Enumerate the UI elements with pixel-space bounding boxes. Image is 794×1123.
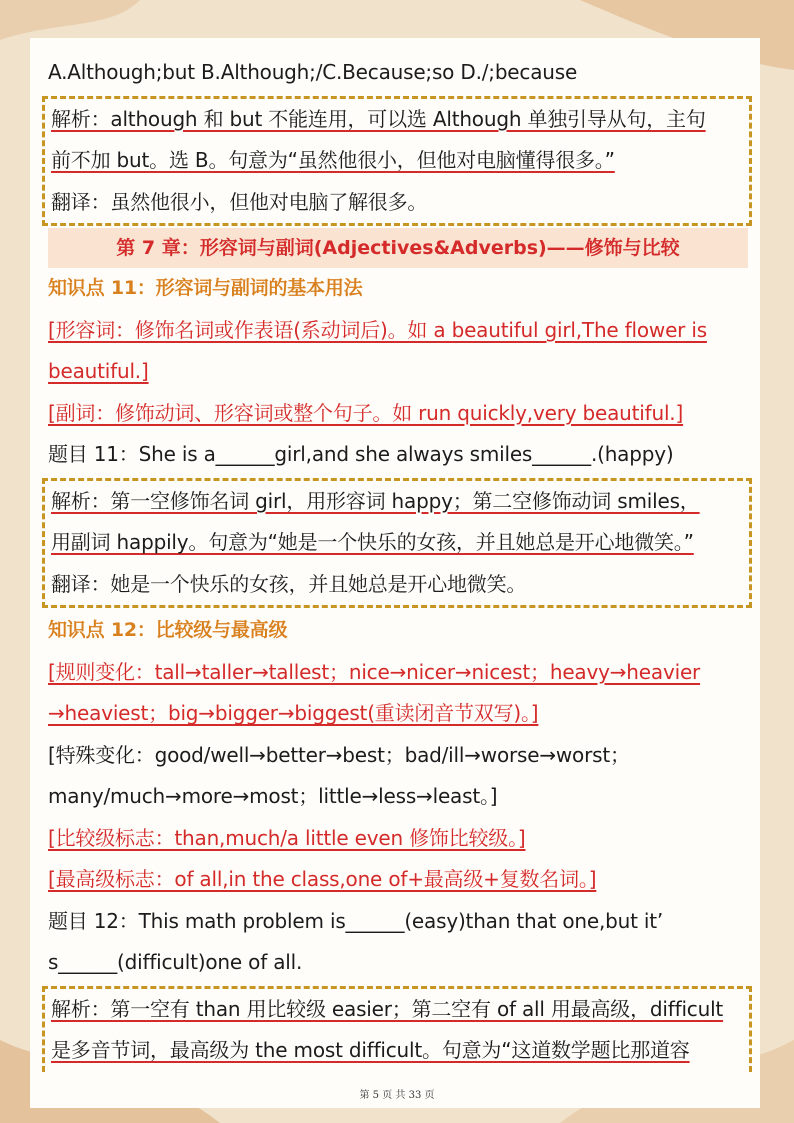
question-11: 题目 11：She is a______girl,and she always smiles______.(happy) (48, 442, 674, 466)
rule-line: →heaviest；big→bigger→biggest(重读闭音节双写)。] (48, 701, 539, 725)
page-footer: 第 5 页 共 33 页 (359, 1090, 435, 1101)
translation-line: 翻译：虽然他很小，但他对电脑了解很多。 (51, 189, 428, 214)
rule-line: many/much→more→most；little→less→least。] (48, 784, 498, 808)
analysis-line: 是多音节词，最高级为 the most difficult。句意为“这道数学题比那道容 (51, 1038, 690, 1062)
options-line: A.Although;but B.Although;/C.Because;so D./;because (48, 60, 578, 84)
rule-line: beautiful.] (48, 359, 149, 383)
knowledge-point-11: 知识点 11：形容词与副词的基本用法 (48, 277, 363, 299)
chapter-title: 第 7 章：形容词与副词(Adjectives&Adverbs)——修饰与比较 (48, 228, 748, 268)
rule-line: [特殊变化：good/well→better→best；bad/ill→worse→worst； (48, 742, 630, 767)
page-content (48, 52, 748, 1074)
analysis-line: 解析：第一空修饰名词 girl，用形容词 happy；第二空修饰动词 smiles， (51, 488, 700, 513)
analysis-line: 前不加 but。选 B。句意为“虽然他很小，但他对电脑懂得很多。” (51, 148, 615, 172)
document-page (30, 38, 760, 1108)
rule-line: [副词：修饰动词、形容词或整个句子。如 run quickly,very beautiful.] (48, 400, 684, 425)
analysis-box-2 (42, 478, 752, 609)
translation-line: 翻译：她是一个快乐的女孩，并且她总是开心地微笑。 (51, 571, 527, 596)
rule-line: [形容词：修饰名词或作表语(系动词后)。如 a beautiful girl,The flower is (48, 317, 707, 342)
rule-line: [规则变化：tall→taller→tallest；nice→nicer→nicest；heavy→heavier (48, 659, 701, 684)
rule-line: [比较级标志：than,much/a little even 修饰比较级。] (48, 825, 526, 850)
knowledge-point-12: 知识点 12：比较级与最高级 (48, 619, 288, 641)
analysis-line: 解析：although 和 but 不能连用，可以选 Although 单独引导从句，主句 (51, 106, 706, 131)
question-12-cont: s______(difficult)one of all. (48, 950, 303, 974)
rule-line: [最高级标志：of all,in the class,one of+最高级+复数名词。] (48, 867, 597, 891)
analysis-box-3 (42, 986, 752, 1072)
analysis-line: 解析：第一空有 than 用比较级 easier；第二空有 of all 用最高级，difficult (51, 996, 724, 1021)
analysis-box-1 (42, 96, 752, 227)
question-12: 题目 12：This math problem is______(easy)than that one,but it’ (48, 908, 664, 933)
analysis-line: 用副词 happily。句意为“她是一个快乐的女孩，并且她总是开心地微笑。” (51, 530, 694, 554)
